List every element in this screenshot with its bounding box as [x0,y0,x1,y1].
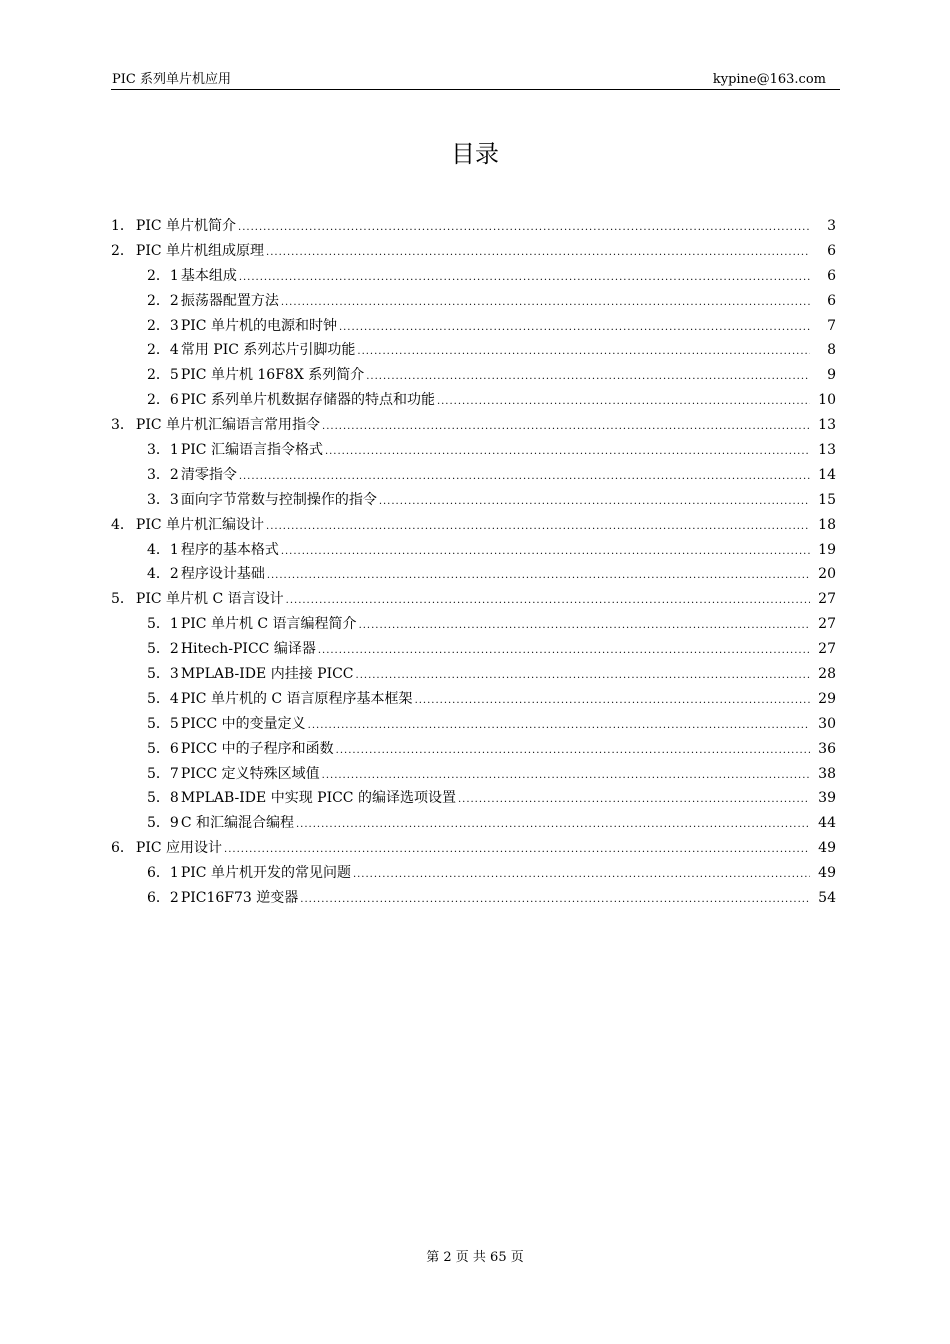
toc-entry-label: PIC 单片机组成原理 [135,242,265,259]
toc-entry-label: 振荡器配置方法 [180,292,279,309]
toc-dot-leader [286,589,810,612]
toc-dot-leader [239,266,810,289]
toc-entry-label: PICC 中的变量定义 [180,715,306,732]
toc-entry[interactable] [111,811,840,836]
page-header [111,72,840,90]
toc-entry-page: 20 [818,566,836,583]
toc-entry-label: PIC 单片机的 C 语言原程序基本框架 [180,690,413,707]
toc-dot-leader [356,664,810,687]
toc-entry-number: 5． [111,591,134,608]
toc-entry-label: PIC 单片机汇编设计 [135,516,265,533]
toc-entry-page: 10 [818,392,836,409]
toc-dot-leader [339,316,810,339]
toc-entry-number: 3．3 [147,491,179,508]
toc-entry[interactable] [111,488,840,513]
toc-entry-page: 27 [818,591,836,608]
toc-entry-page: 13 [818,417,836,434]
toc-entry-number: 6．1 [147,865,179,882]
toc-dot-leader [458,788,810,811]
toc-dot-leader [318,639,810,662]
toc-entry-number: 6．2 [147,890,179,907]
toc-entry-number: 5．1 [147,616,179,633]
toc-entry-label: PICC 中的子程序和函数 [180,740,334,757]
toc-dot-leader [322,415,810,438]
toc-entry-number: 2．1 [147,267,179,284]
toc-entry-number: 3．1 [147,442,179,459]
toc-entry-page: 28 [818,666,836,683]
toc-dot-leader [357,340,810,363]
toc-entry[interactable] [111,363,840,388]
toc-entry-page: 54 [818,890,836,907]
toc-entry-page: 7 [827,317,836,334]
toc-dot-leader [281,540,810,563]
toc-dot-leader [366,365,810,388]
toc-entry-label: 程序的基本格式 [180,541,279,558]
toc-entry-label: 常用 PIC 系列芯片引脚功能 [180,342,356,359]
toc-entry-number: 2．2 [147,292,179,309]
toc-entry-label: PIC 系列单片机数据存储器的特点和功能 [180,392,435,409]
toc-entry-page: 49 [818,865,836,882]
toc-entry-page: 18 [818,516,836,533]
toc-entry-page: 38 [818,765,836,782]
toc-entry-page: 14 [818,466,836,483]
toc-entry-number: 6． [111,840,134,857]
header-email: kypine@163.com [712,72,826,87]
toc-dot-leader [296,813,810,836]
toc-entry-number: 5．2 [147,641,179,658]
toc-entry-label: PIC 单片机的电源和时钟 [180,317,337,334]
toc-entry-page: 49 [818,840,836,857]
toc-entry[interactable] [111,388,840,413]
toc-entry[interactable] [111,861,840,886]
toc-dot-leader [322,764,810,787]
toc-entry-number: 3． [111,417,134,434]
toc-entry-label: PIC 单片机 16F8X 系列简介 [180,367,365,384]
toc-entry-number: 2．5 [147,367,179,384]
toc-entry-number: 5．7 [147,765,179,782]
toc-entry-label: PICC 定义特殊区域值 [180,765,320,782]
toc-entry[interactable] [111,338,840,363]
toc-entry-number: 1． [111,218,134,234]
toc-entry-number: 5．9 [147,815,179,832]
toc-entry-page: 27 [818,641,836,658]
toc-entry[interactable] [111,463,840,488]
toc-entry[interactable] [111,562,840,587]
toc-entry-page: 8 [827,342,836,359]
toc-dot-leader [300,888,810,911]
toc-entry-label: 面向字节常数与控制操作的指令 [180,491,377,508]
toc-dot-leader [281,291,810,314]
toc-entry-label: PIC 汇编语言指令格式 [180,442,323,459]
toc-entry-page: 6 [827,292,836,309]
toc-dot-leader [266,241,810,264]
toc-entry[interactable] [111,264,840,289]
toc-entry-label: Hitech-PICC 编译器 [180,641,316,658]
toc-entry-number: 5．4 [147,690,179,707]
toc-entry-page: 15 [818,491,836,508]
toc-entry-number: 5．5 [147,715,179,732]
toc-entry[interactable] [111,413,840,438]
toc-entry[interactable] [111,786,840,811]
toc-entry-label: PIC 单片机 C 语言编程简介 [180,616,357,633]
toc-entry-page: 44 [818,815,836,832]
toc-entry[interactable] [111,737,840,762]
toc-entry-number: 5．3 [147,666,179,683]
toc-entry-page: 36 [818,740,836,757]
toc-entry-number: 2．6 [147,392,179,409]
toc-dot-leader [238,216,810,239]
toc-entry[interactable] [111,687,840,712]
toc-dot-leader [336,739,810,762]
toc-entry-number: 4．2 [147,566,179,583]
toc-dot-leader [325,440,810,463]
toc-dot-leader [266,515,810,538]
toc-entry-label: MPLAB-IDE 内挂接 PICC [180,666,354,683]
toc-dot-leader [379,490,810,513]
toc-entry-label: PIC 应用设计 [135,840,223,857]
toc-entry[interactable] [111,886,840,911]
toc-dot-leader [353,863,810,886]
toc-entry[interactable] [111,239,840,264]
toc-entry-page: 6 [827,267,836,284]
toc-entry[interactable] [111,513,840,538]
toc-entry-number: 5．8 [147,790,179,807]
toc-entry-page: 3 [827,218,836,234]
toc-entry-label: PIC 单片机简介 [135,218,237,234]
toc-entry[interactable] [111,712,840,737]
toc-entry-label: PIC 单片机汇编语言常用指令 [135,417,321,434]
toc-entry-page: 6 [827,242,836,259]
toc-entry-number: 2． [111,242,134,259]
toc-dot-leader [359,614,810,637]
toc-dot-leader [437,390,810,413]
toc-dot-leader [267,564,810,587]
toc-entry-number: 4． [111,516,134,533]
toc-dot-leader [224,838,810,861]
table-of-contents [111,214,840,911]
toc-entry[interactable] [111,612,840,637]
toc-entry[interactable] [111,662,840,687]
toc-entry-number: 2．3 [147,317,179,334]
header-book-title: PIC 系列单片机应用 [112,72,231,87]
toc-entry[interactable] [111,538,840,563]
toc-entry-label: 程序设计基础 [180,566,265,583]
toc-entry[interactable] [111,289,840,314]
toc-entry-page: 30 [818,715,836,732]
toc-entry-page: 29 [818,690,836,707]
toc-entry[interactable] [111,762,840,787]
page-footer: 第 2 页 共 65 页 [426,1250,524,1265]
page-title: 目录 [451,140,499,168]
toc-dot-leader [308,714,810,737]
toc-entry-page: 39 [818,790,836,807]
toc-entry-label: 基本组成 [180,267,237,284]
toc-entry[interactable] [111,438,840,463]
toc-entry-page: 19 [818,541,836,558]
toc-entry-page: 9 [827,367,836,384]
toc-entry[interactable] [111,836,840,861]
toc-entry[interactable] [111,637,840,662]
toc-entry-number: 4．1 [147,541,179,558]
toc-entry-page: 27 [818,616,836,633]
toc-entry[interactable] [111,587,840,612]
toc-entry-number: 5．6 [147,740,179,757]
toc-entry[interactable] [111,214,840,239]
toc-entry-number: 2．4 [147,342,179,359]
toc-entry-label: 清零指令 [180,466,237,483]
toc-entry-label: PIC 单片机 C 语言设计 [135,591,284,608]
toc-entry[interactable] [111,314,840,339]
toc-dot-leader [239,465,810,488]
toc-entry-label: MPLAB-IDE 中实现 PICC 的编译选项设置 [180,790,456,807]
toc-entry-number: 3．2 [147,466,179,483]
toc-entry-label: C 和汇编混合编程 [180,815,294,832]
toc-entry-label: PIC 单片机开发的常见问题 [180,865,351,882]
toc-entry-label: PIC16F73 逆变器 [180,890,299,907]
toc-entry-page: 13 [818,442,836,459]
toc-dot-leader [415,689,810,712]
